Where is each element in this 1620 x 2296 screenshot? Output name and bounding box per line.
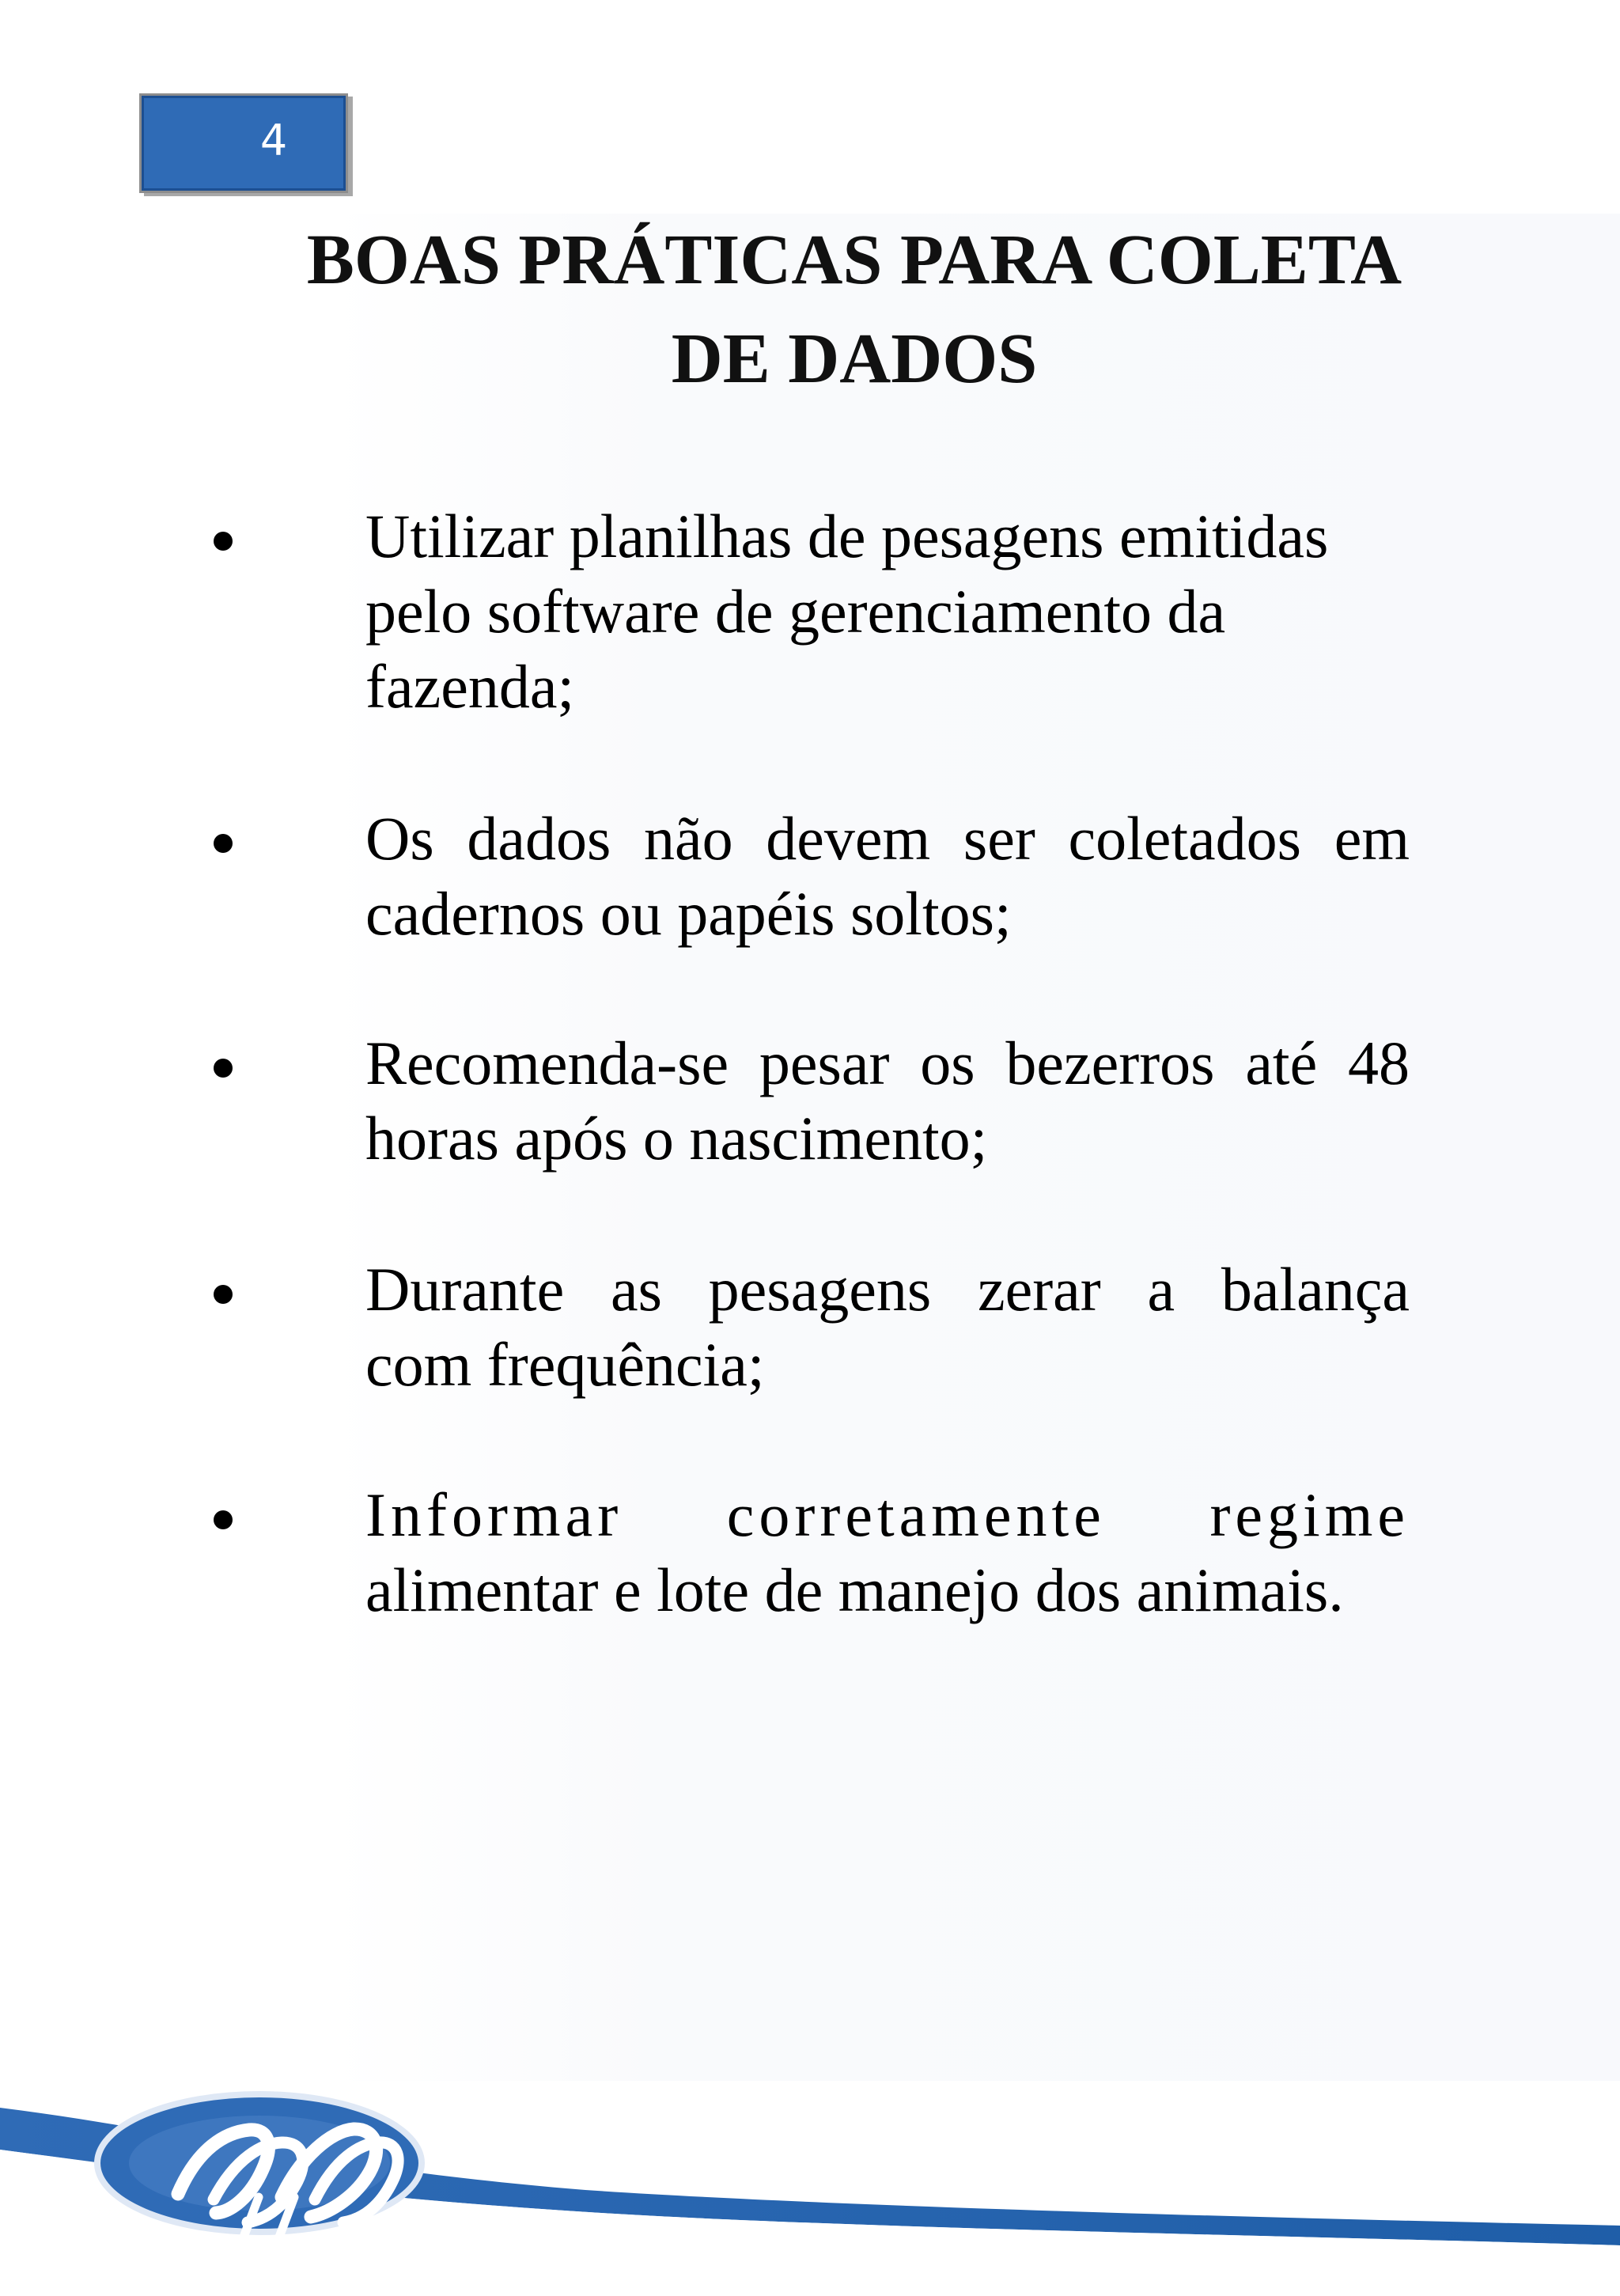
footer-wave-graphic	[0, 2073, 1620, 2292]
list-item-line: com frequência;	[365, 1330, 765, 1399]
list-item-line: horas após o nascimento;	[365, 1104, 988, 1173]
bullet-icon	[214, 1285, 233, 1304]
page-number: 4	[259, 116, 288, 165]
bullet-icon	[214, 834, 233, 853]
document-title	[182, 210, 1527, 408]
title-line-2: DE DADOS	[671, 320, 1038, 398]
list-item-text	[365, 1025, 1410, 1176]
list-item-line: Utilizar planilhas de pesagens emitidas	[365, 502, 1329, 570]
list-item-line: fazenda;	[365, 652, 575, 721]
list-item-text	[365, 1477, 1410, 1627]
footer-brand-band	[0, 2073, 1620, 2292]
list-item-line: Informar corretamente regime	[365, 1480, 1410, 1549]
list-item-text	[365, 498, 1410, 724]
bullet-icon	[214, 532, 233, 551]
list-item-line: pelo software de gerenciamento da	[365, 577, 1226, 646]
title-line-1: BOAS PRÁTICAS PARA COLETA	[306, 221, 1402, 299]
bullet-icon	[214, 1059, 233, 1078]
list-item-line: cadernos ou papéis soltos;	[365, 879, 1012, 948]
list-item-text	[365, 801, 1410, 951]
list-item-text	[365, 1252, 1410, 1402]
bullet-icon	[214, 1510, 233, 1529]
list-item-line: alimentar e lote de manejo dos animais.	[365, 1555, 1344, 1624]
list-item-line: Recomenda-se pesar os bezerros até 48	[365, 1029, 1410, 1097]
list-item-line: Durante as pesagens zerar a balança	[365, 1255, 1410, 1324]
list-item-line: Os dados não devem ser coletados em	[365, 804, 1410, 873]
